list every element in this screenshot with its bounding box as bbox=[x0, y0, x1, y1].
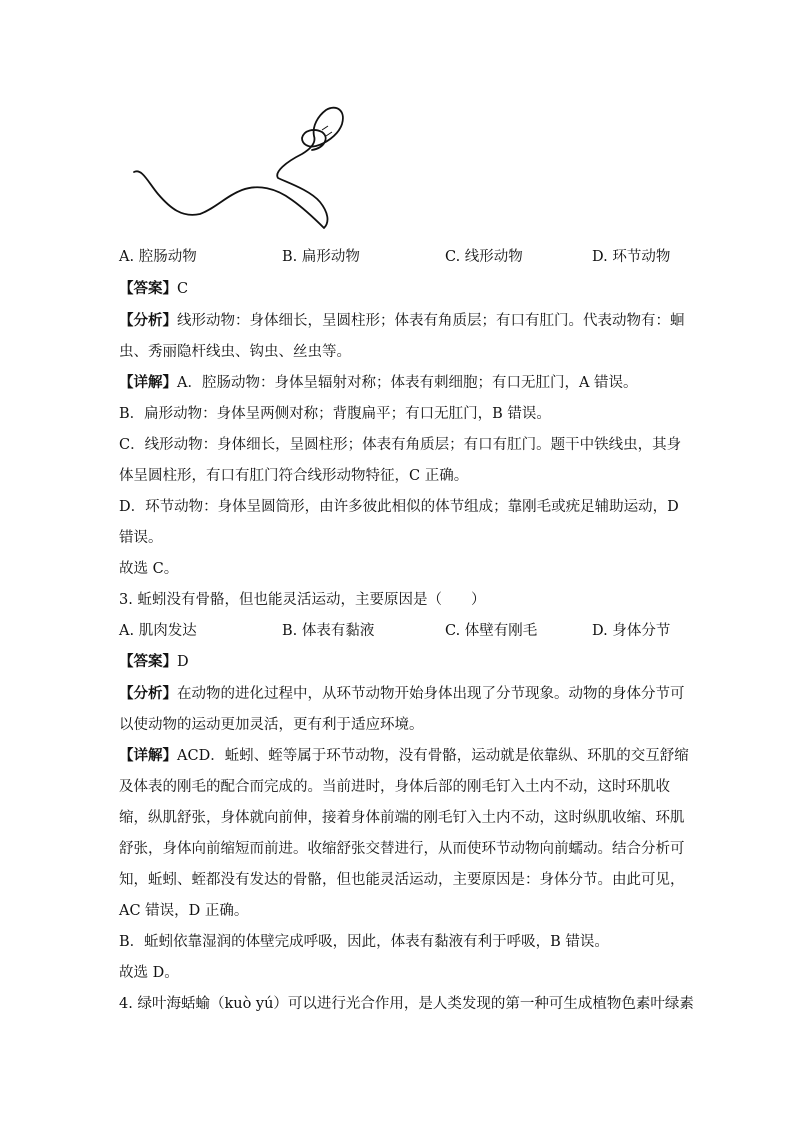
q2-option-a: A. 腔肠动物 bbox=[119, 249, 197, 265]
q3-option-c: C. 体壁有刚毛 bbox=[445, 623, 538, 639]
q3-analysis-line-2: 以使动物的运动更加灵活，更有利于适应环境。 bbox=[119, 717, 424, 733]
q2-option-d: D. 环节动物 bbox=[592, 249, 671, 265]
q2-analysis-line-1: 【分析】线形动物：身体细长，呈圆柱形；体表有角质层；有口有肛门。代表动物有：蛔 bbox=[119, 312, 685, 329]
q3-detail-line-6: AC 错误，D 正确。 bbox=[119, 903, 249, 919]
q2-conclusion: 故选 C。 bbox=[119, 561, 179, 577]
q3-detail-b: B．蚯蚓依靠湿润的体壁完成呼吸，因此，体表有黏液有利于呼吸，B 错误。 bbox=[119, 934, 609, 950]
q2-detail-a: 【详解】A．腔肠动物：身体呈辐射对称；体表有刺细胞；有口无肛门，A 错误。 bbox=[119, 374, 638, 391]
q3-analysis-line-1: 【分析】在动物的进化过程中，从环节动物开始身体出现了分节现象。动物的身体分节可 bbox=[119, 685, 685, 702]
detail-tag: 【详解】 bbox=[119, 374, 177, 391]
q2-option-b: B. 扁形动物 bbox=[282, 249, 360, 265]
q2-answer: 【答案】C bbox=[119, 280, 189, 297]
q3-detail-line-3: 缩，纵肌舒张，身体就向前伸，接着身体前端的刚毛钉入土内不动，这时纵肌收缩、环肌 bbox=[119, 810, 685, 826]
q3-stem: 3. 蚯蚓没有骨骼，但也能灵活运动，主要原因是（ ） bbox=[119, 592, 486, 608]
analysis-tag: 【分析】 bbox=[119, 312, 177, 329]
q2-detail-d-2: 错误。 bbox=[119, 530, 163, 546]
q2-detail-c-2: 体呈圆柱形，有口有肛门符合线形动物特征，C 正确。 bbox=[119, 468, 469, 484]
answer-tag: 【答案】 bbox=[119, 653, 177, 670]
detail-tag: 【详解】 bbox=[119, 747, 177, 764]
analysis-tag: 【分析】 bbox=[119, 685, 177, 702]
q3-option-b: B. 体表有黏液 bbox=[282, 623, 375, 639]
answer-tag: 【答案】 bbox=[119, 280, 177, 297]
q3-detail-line-4: 舒张，身体向前缩短而前进。收缩舒张交替进行，从而使环节动物向前蠕动。结合分析可 bbox=[119, 841, 685, 857]
q2-analysis-line-2: 虫、秀丽隐杆线虫、钩虫、丝虫等。 bbox=[119, 344, 351, 360]
q3-option-d: D. 身体分节 bbox=[592, 623, 671, 639]
q3-answer: 【答案】D bbox=[119, 653, 189, 670]
q2-detail-d-1: D．环节动物：身体呈圆筒形，由许多彼此相似的体节组成；靠刚毛或疣足辅助运动，D bbox=[119, 499, 679, 515]
q2-detail-c-1: C．线形动物：身体细长，呈圆柱形；体表有角质层；有口有肛门。题干中铁线虫，其身 bbox=[119, 437, 682, 453]
q3-detail-line-2: 及体表的刚毛的配合而完成的。当前进时，身体后部的刚毛钉入土内不动，这时环肌收 bbox=[119, 779, 670, 795]
q4-stem: 4. 绿叶海蛞蝓（kuò yú）可以进行光合作用，是人类发现的第一种可生成植物色素叶绿素 bbox=[119, 996, 694, 1012]
q3-conclusion: 故选 D。 bbox=[119, 965, 179, 981]
q3-option-a: A. 肌肉发达 bbox=[119, 623, 197, 639]
q2-detail-b: B．扁形动物：身体呈两侧对称；背腹扁平；有口无肛门，B 错误。 bbox=[119, 406, 551, 422]
q3-detail-line-5: 知，蚯蚓、蛭都没有发达的骨骼，但也能灵活运动，主要原因是：身体分节。由此可见， bbox=[119, 872, 685, 888]
q2-option-c: C. 线形动物 bbox=[445, 249, 523, 265]
hairworm-figure bbox=[126, 98, 356, 238]
q3-detail-line-1: 【详解】ACD．蚯蚓、蛭等属于环节动物，没有骨骼，运动就是依靠纵、环肌的交互舒缩 bbox=[119, 747, 689, 764]
